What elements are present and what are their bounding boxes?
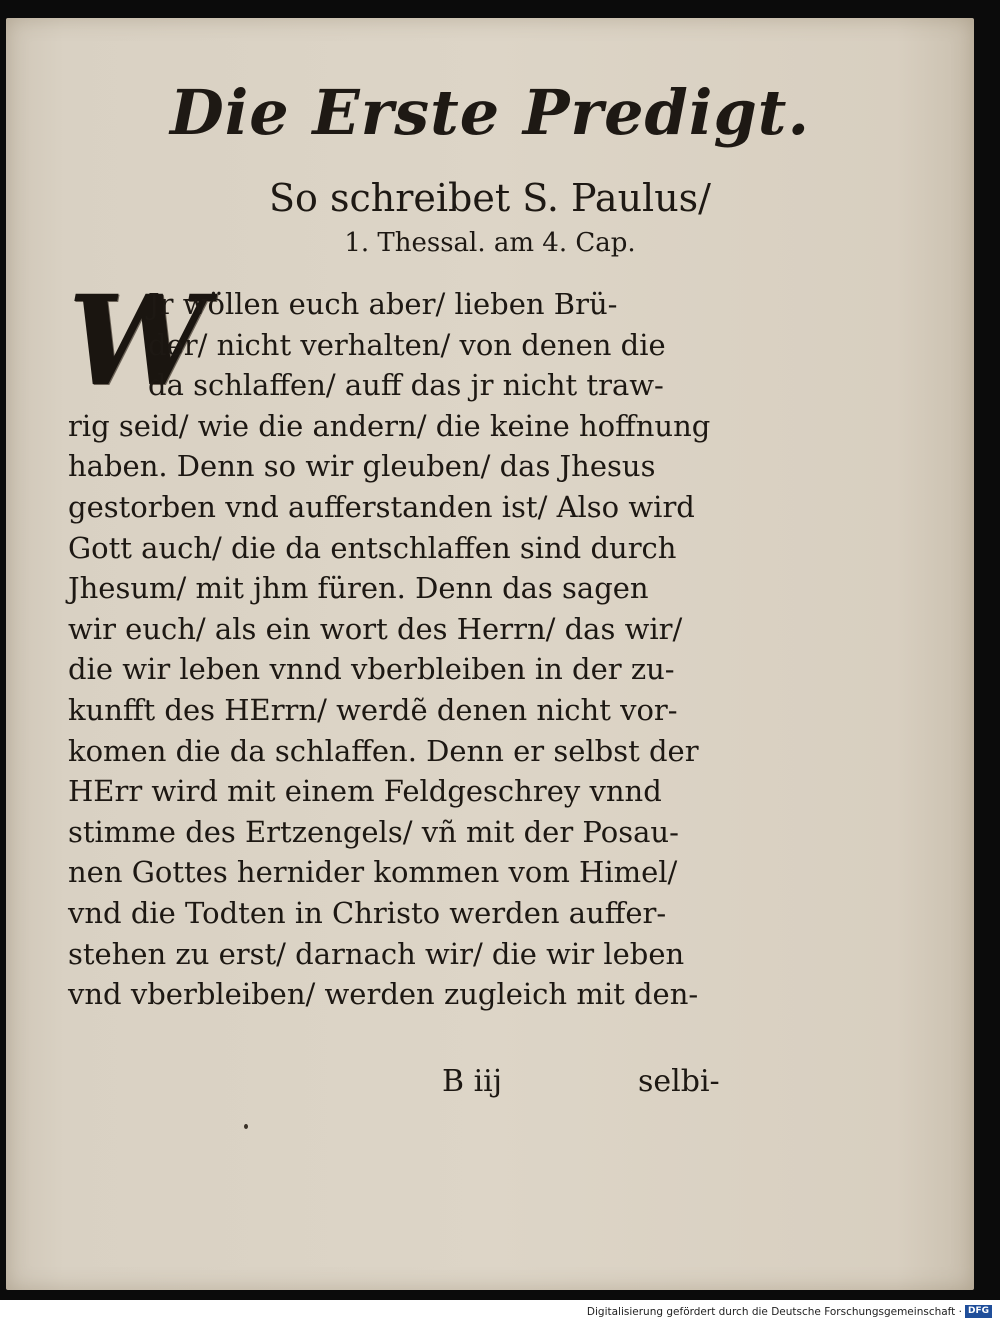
credit-text: Digitalisierung gefördert durch die Deutsche Forschungsgemeinschaft ·: [586, 1305, 962, 1318]
text-line: vnd vberbleiben/ werden zugleich mit den-: [68, 977, 699, 1012]
text-line: stimme des Ertzengels/ vñ mit der Posau-: [68, 814, 679, 849]
dfg-logo-icon: DFG: [965, 1305, 992, 1318]
text-line: nen Gottes hernider kommen vom Himel/: [68, 855, 678, 890]
text-line: Gott auch/ die da entschlaffen sind durch: [68, 530, 677, 565]
text-line: gestorben vnd aufferstanden ist/ Also wird: [68, 489, 695, 524]
text-line: Jhesum/ mit jhm füren. Denn das sagen: [68, 571, 649, 606]
book-page: [6, 18, 974, 1290]
page-title: Die Erste Predigt.: [169, 76, 811, 149]
text-line: die wir leben vnnd vberbleiben in der zu-: [68, 652, 675, 687]
digitization-credit: [587, 1305, 992, 1318]
text-line: da schlaffen/ auff das jr nicht traw-: [148, 368, 664, 403]
text-line: Jr wöllen euch aber/ lieben Brü-: [148, 287, 618, 321]
signature-mark: B iij: [442, 1064, 503, 1099]
decorated-initial: W: [68, 269, 208, 414]
text-line: komen die da schlaffen. Denn er selbst der: [68, 733, 699, 768]
text-line: HErr wird mit einem Feldgeschrey vnnd: [68, 774, 662, 809]
paper-speck: [244, 1124, 248, 1129]
body-text: [68, 269, 738, 1015]
page-footer-row: [6, 1064, 974, 1104]
text-line: stehen zu erst/ darnach wir/ die wir leben: [68, 936, 685, 971]
page-subtitle: So schreibet S. Paulus/: [269, 176, 711, 220]
text-line: wir euch/ als ein wort des Herrn/ das wir/: [68, 611, 683, 646]
text-line: haben. Denn so wir gleuben/ das Jhesus: [68, 449, 656, 484]
catchword: selbi-: [638, 1064, 720, 1099]
text-line: kunfft des HErrn/ werdẽ denen nicht vor-: [68, 692, 678, 727]
text-line: der/ nicht verhalten/ von denen die: [148, 327, 666, 362]
text-line: rig seid/ wie die andern/ die keine hoffnung: [68, 408, 711, 443]
scripture-reference: 1. Thessal. am 4. Cap.: [344, 228, 636, 258]
text-line: vnd die Todten in Christo werden auffer-: [68, 895, 667, 930]
